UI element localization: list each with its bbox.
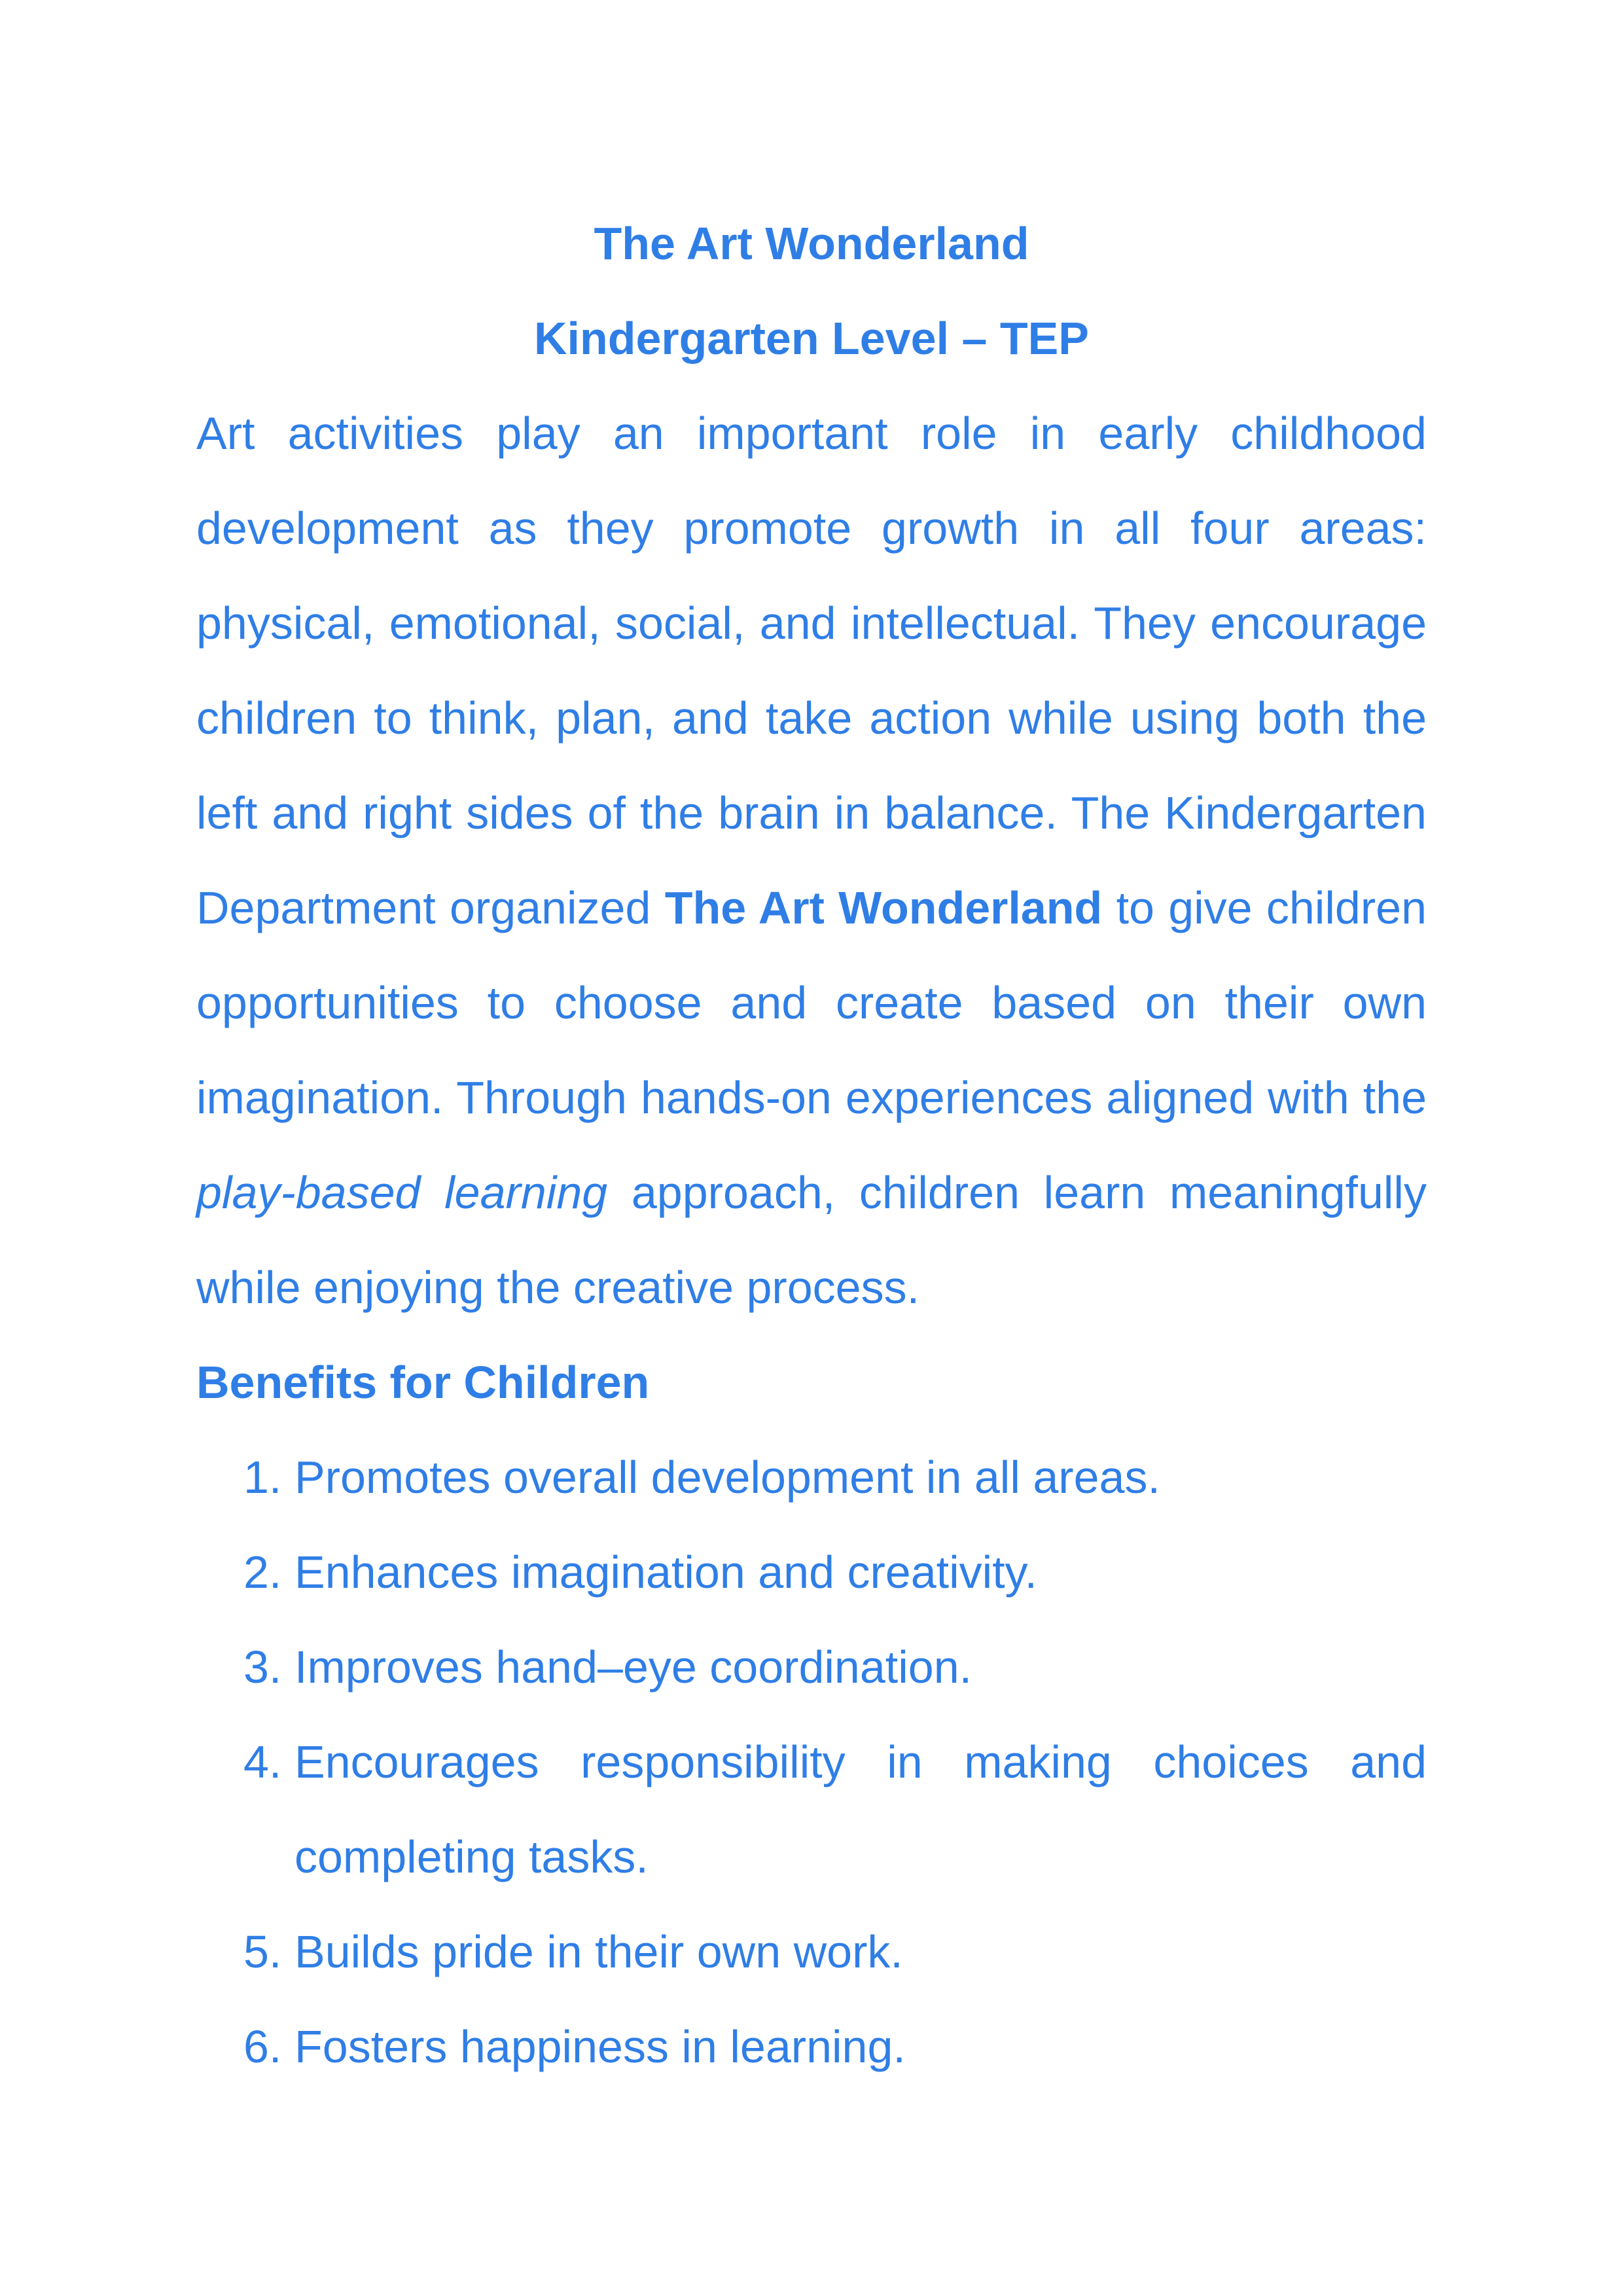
list-item-number: 6. <box>243 2021 282 2072</box>
list-item-number: 4. <box>243 1736 282 1787</box>
list-item-number: 2. <box>243 1547 282 1598</box>
list-item-number: 1. <box>243 1452 282 1503</box>
play-based-learning-italic: play-based learning <box>196 1167 608 1218</box>
list-item-text: Encourages responsibility in making choices and completing tasks. <box>294 1736 1427 1882</box>
list-item-text: Fosters happiness in learning. <box>294 2021 906 2072</box>
intro-text-part3: approach, children learn meaningfully while enjoying the creative process. <box>196 1167 1427 1313</box>
intro-text-part1: Art activities play an important role in early childhood development as they promote growth in all four areas: physical, emotional, social, and intellectual. They encourage children to think, plan, and take action while using both the left and right sides of the brain in balance. The Kindergarten Department organized <box>196 408 1427 933</box>
document-title: The Art Wonderland <box>594 218 1029 269</box>
intro-paragraph <box>196 386 1427 1335</box>
list-item <box>196 2000 1427 2094</box>
list-item <box>196 1430 1427 1525</box>
document-page <box>196 196 1427 2094</box>
benefits-heading: Benefits for Children <box>196 1357 650 1408</box>
event-name-bold: The Art Wonderland <box>664 882 1103 933</box>
list-item-text: Enhances imagination and creativity. <box>294 1547 1037 1598</box>
list-item <box>196 1715 1427 1905</box>
list-item-text: Builds pride in their own work. <box>294 1926 903 1977</box>
list-item-number: 5. <box>243 1926 282 1977</box>
list-item <box>196 1525 1427 1620</box>
benefits-list <box>196 1430 1427 2094</box>
list-item-text: Improves hand–eye coordination. <box>294 1641 972 1693</box>
intro-text-part2: to give children opportunities to choose and create based on their own imagination. Through hands-on experiences aligned with the <box>196 882 1427 1123</box>
list-item <box>196 1620 1427 1715</box>
document-subtitle: Kindergarten Level – TEP <box>533 313 1090 364</box>
list-item-number: 3. <box>243 1641 282 1693</box>
list-item <box>196 1905 1427 2000</box>
list-item-text: Promotes overall development in all areas. <box>294 1452 1160 1503</box>
